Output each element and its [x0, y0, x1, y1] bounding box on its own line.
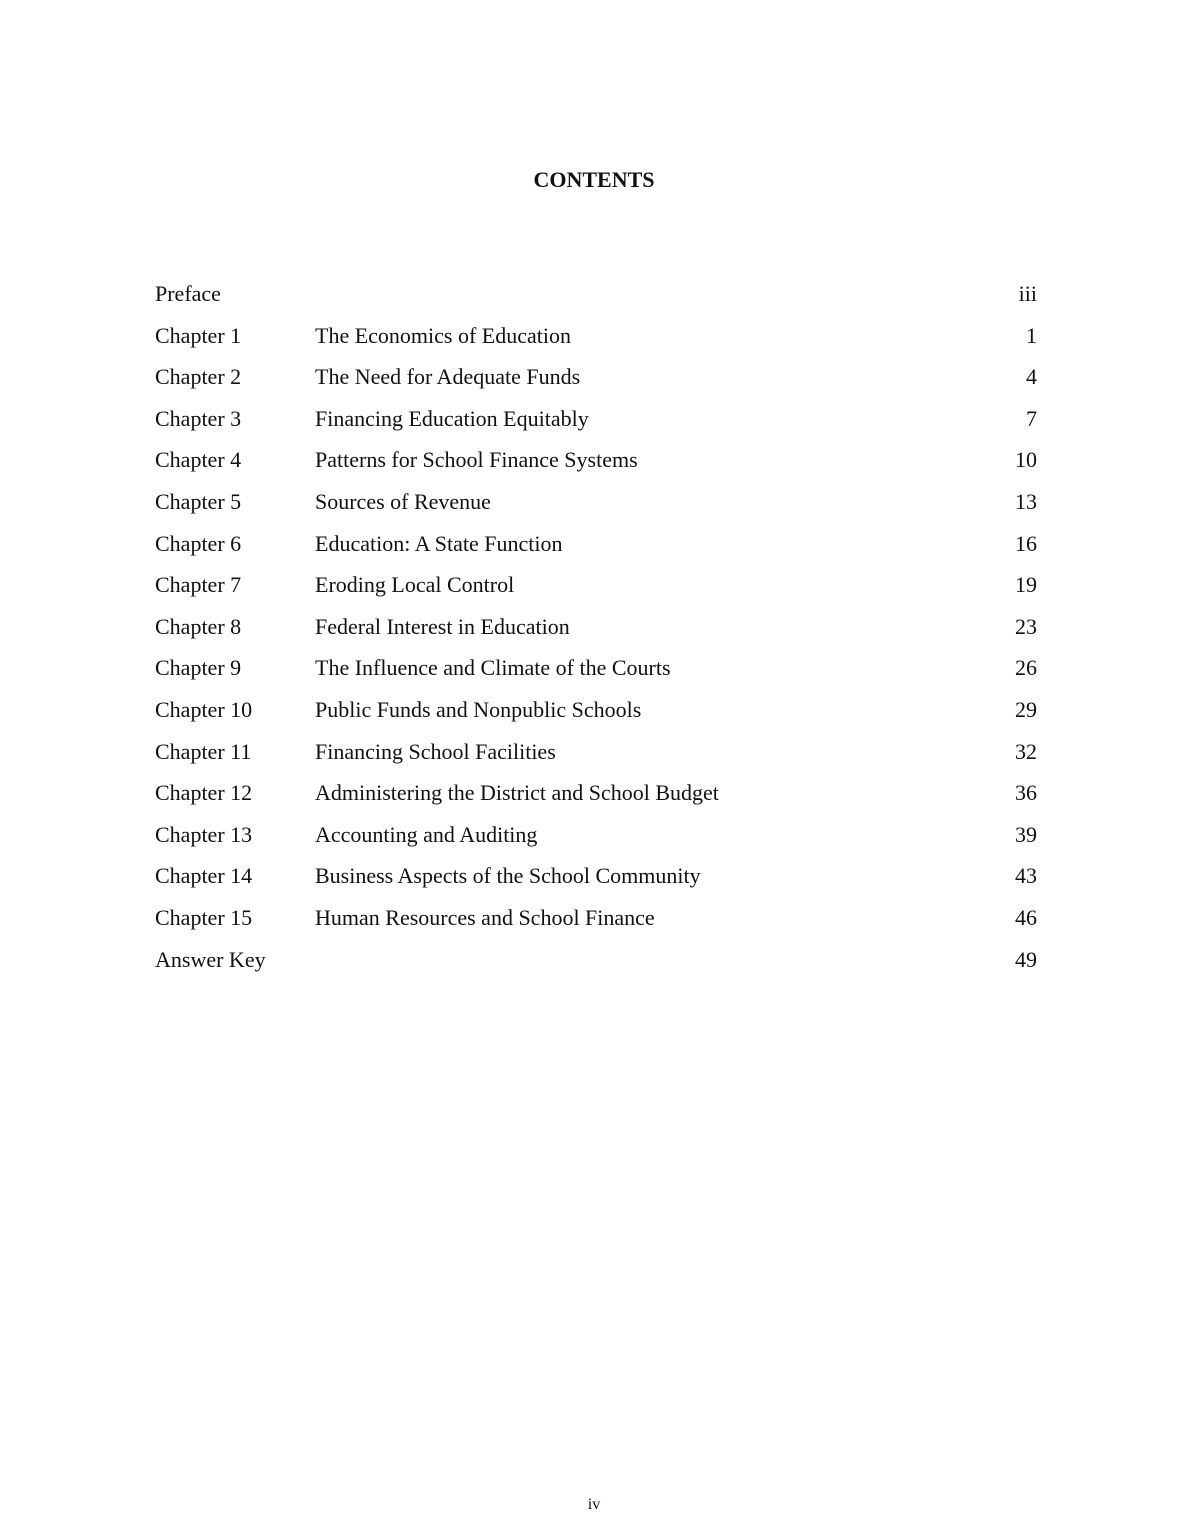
toc-entry[interactable] — [155, 779, 1037, 821]
toc-entry[interactable] — [155, 904, 1037, 946]
toc-entry[interactable] — [155, 821, 1037, 863]
entry-label: Chapter 15 — [155, 904, 253, 930]
entry-title: Financing Education Equitably — [315, 405, 589, 431]
entry-page: 19 — [1015, 572, 1037, 598]
entry-title: Education: A State Function — [315, 530, 563, 556]
entry-label: Chapter 14 — [155, 863, 253, 889]
toc-entry[interactable] — [155, 363, 1037, 405]
entry-page: 29 — [1015, 696, 1037, 722]
entry-label: Chapter 10 — [155, 696, 253, 722]
entry-page: 26 — [1015, 655, 1037, 681]
page-number: iv — [587, 1496, 601, 1513]
entry-page: 39 — [1015, 821, 1037, 847]
toc-entry[interactable] — [155, 654, 1037, 696]
entry-label: Chapter 11 — [155, 738, 252, 764]
entry-title: Public Funds and Nonpublic Schools — [315, 696, 642, 722]
entry-label: Chapter 3 — [155, 405, 242, 431]
entry-page: 4 — [1026, 364, 1037, 390]
entry-page: 46 — [1015, 904, 1037, 930]
entry-label: Chapter 13 — [155, 821, 253, 847]
toc-entry[interactable] — [155, 488, 1037, 530]
entry-title: Patterns for School Finance Systems — [315, 447, 638, 473]
toc-entry[interactable] — [155, 613, 1037, 655]
entry-label: Chapter 4 — [155, 447, 242, 473]
entry-title: Accounting and Auditing — [315, 821, 538, 847]
entry-page: 13 — [1015, 488, 1037, 514]
toc-entry[interactable] — [155, 946, 1037, 988]
entry-title: The Need for Adequate Funds — [315, 364, 581, 390]
entry-page: 1 — [1026, 322, 1037, 348]
entry-title: The Influence and Climate of the Courts — [315, 655, 671, 681]
toc-entry[interactable] — [155, 862, 1037, 904]
toc-entry[interactable] — [155, 738, 1037, 780]
entry-page: 43 — [1015, 863, 1037, 889]
toc-entry[interactable] — [155, 280, 1037, 322]
entry-page: 36 — [1015, 780, 1037, 806]
entry-label: Chapter 7 — [155, 572, 242, 598]
entry-label: Chapter 8 — [155, 613, 242, 639]
toc-entry[interactable] — [155, 446, 1037, 488]
entry-title: Human Resources and School Finance — [315, 904, 655, 930]
entry-title: Business Aspects of the School Community — [315, 863, 701, 889]
entry-label: Chapter 2 — [155, 364, 242, 390]
entry-label: Chapter 6 — [155, 530, 242, 556]
entry-page: 16 — [1015, 530, 1037, 556]
entry-label: Chapter 5 — [155, 488, 242, 514]
entry-page: 10 — [1015, 447, 1037, 473]
entry-title: The Economics of Education — [315, 322, 571, 348]
entry-page: 7 — [1026, 405, 1037, 431]
entry-title: Eroding Local Control — [315, 572, 515, 598]
toc-entry[interactable] — [155, 696, 1037, 738]
page-title: CONTENTS — [533, 167, 655, 192]
toc-entry[interactable] — [155, 530, 1037, 572]
entry-label: Chapter 9 — [155, 655, 242, 681]
entry-page: 32 — [1015, 738, 1037, 764]
entry-label: Preface — [155, 281, 221, 306]
entry-title: Financing School Facilities — [315, 738, 556, 764]
entry-page: 49 — [1015, 946, 1037, 972]
entry-page: 23 — [1015, 613, 1037, 639]
entry-label: Chapter 12 — [155, 780, 253, 806]
toc-entry[interactable] — [155, 571, 1037, 613]
entry-label: Answer Key — [155, 946, 266, 972]
entry-title: Administering the District and School Budget — [315, 780, 719, 806]
entry-title: Federal Interest in Education — [315, 613, 570, 639]
table-of-contents — [155, 280, 1037, 987]
toc-entry[interactable] — [155, 405, 1037, 447]
entry-title: Sources of Revenue — [315, 488, 491, 514]
entry-page: iii — [1018, 281, 1037, 306]
entry-label: Chapter 1 — [155, 322, 242, 348]
toc-entry[interactable] — [155, 322, 1037, 364]
